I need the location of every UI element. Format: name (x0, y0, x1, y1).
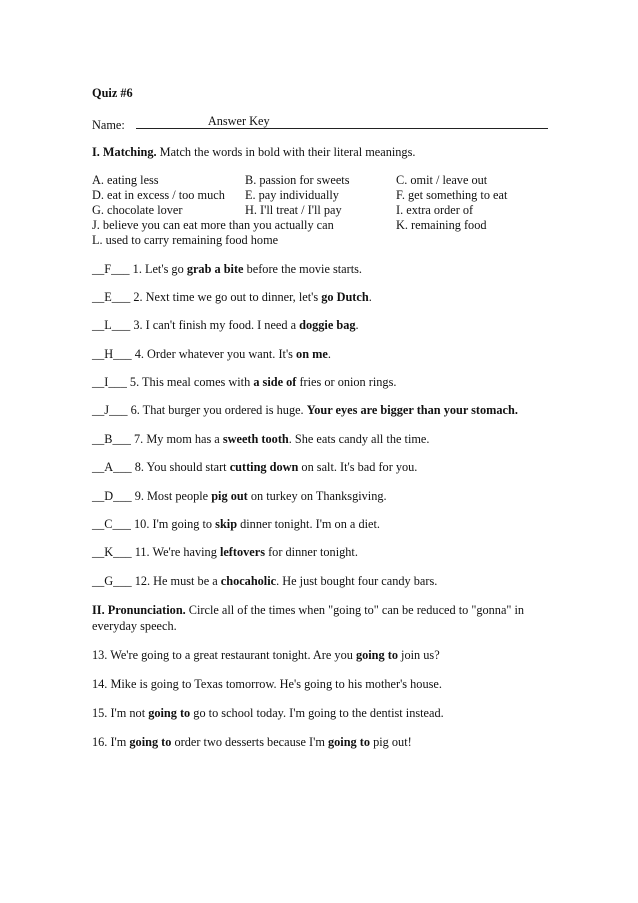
name-label: Name: (92, 118, 125, 132)
matching-item-1: __F___ 1. Let's go grab a bite before the movie starts. (92, 262, 363, 276)
section1-heading-line (92, 145, 415, 160)
option-h: H. I'll treat / I'll pay (245, 203, 342, 217)
matching-item-9: __D___ 9. Most people pig out on turkey on Thanksgiving. (92, 489, 387, 503)
matching-item-2: __E___ 2. Next time we go out to dinner, let's go Dutch. (92, 290, 372, 304)
option-g: G. chocolate lover (92, 203, 183, 217)
matching-item-6: __J___ 6. That burger you ordered is huge. Your eyes are bigger than your stomach. (92, 403, 518, 417)
option-e: E. pay individually (245, 188, 339, 202)
matching-item-4: __H___ 4. Order whatever you want. It's on me. (92, 347, 331, 361)
matching-item-10: __C___ 10. I'm going to skip dinner tonight. I'm on a diet. (92, 517, 380, 531)
quiz-title: Quiz #6 (92, 86, 133, 100)
matching-item-5: __I___ 5. This meal comes with a side of fries or onion rings. (92, 375, 397, 389)
pronunciation-item-13: 13. We're going to a great restaurant tonight. Are you going to join us? (92, 648, 440, 662)
option-j: J. believe you can eat more than you actually can (92, 218, 334, 232)
name-line (92, 116, 548, 133)
matching-item-12: __G___ 12. He must be a chocaholic. He just bought four candy bars. (92, 574, 438, 588)
option-a: A. eating less (92, 173, 159, 187)
option-i: I. extra order of (396, 203, 474, 217)
matching-item-8: __A___ 8. You should start cutting down on salt. It's bad for you. (92, 460, 418, 474)
matching-item-11: __K___ 11. We're having leftovers for dinner tonight. (92, 545, 358, 559)
pronunciation-item-15: 15. I'm not going to go to school today. I'm going to the dentist instead. (92, 706, 444, 720)
option-l: L. used to carry remaining food home (92, 233, 279, 247)
pronunciation-item-16: 16. I'm going to order two desserts because I'm going to pig out! (92, 735, 412, 749)
matching-item-3: __L___ 3. I can't finish my food. I need a doggie bag. (92, 318, 359, 332)
section2-instruction: Circle all of the times when "going to" can be reduced to "gonna" in everyday speech. (92, 603, 525, 633)
option-d: D. eat in excess / too much (92, 188, 225, 202)
option-f: F. get something to eat (396, 188, 508, 202)
name-value: Answer Key (207, 114, 270, 128)
section2-heading-line (92, 603, 552, 634)
matching-item-7: __B___ 7. My mom has a sweeth tooth. She eats candy all the time. (92, 432, 430, 446)
option-k: K. remaining food (396, 218, 487, 232)
section2-heading: II. Pronunciation. (92, 603, 186, 617)
name-underline (136, 116, 548, 129)
option-b: B. passion for sweets (245, 173, 350, 187)
section1-heading: I. Matching. (92, 145, 157, 159)
pronunciation-item-14: 14. Mike is going to Texas tomorrow. He's going to his mother's house. (92, 677, 442, 691)
section1-instruction: Match the words in bold with their literal meanings. (159, 145, 416, 159)
option-c: C. omit / leave out (396, 173, 488, 187)
